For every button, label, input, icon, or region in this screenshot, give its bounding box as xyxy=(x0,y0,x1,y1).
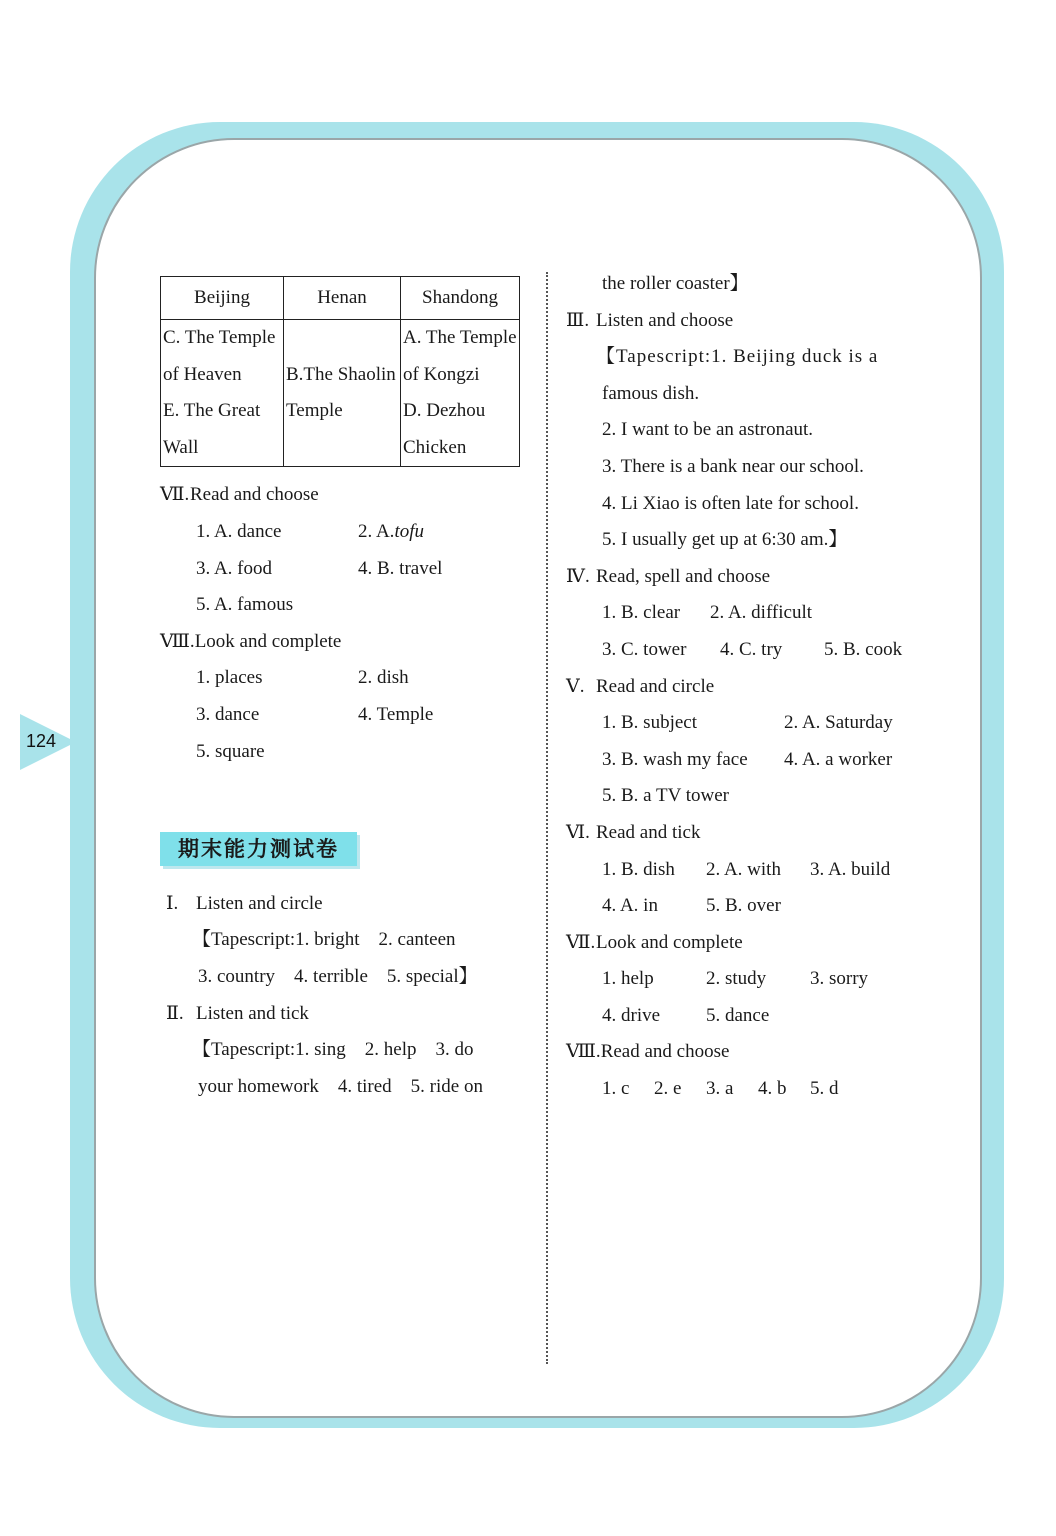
section-heading: Ⅲ. Listen and choose xyxy=(566,309,734,331)
answer-row: 3. A. food 4. B. travel xyxy=(196,557,443,579)
column-divider xyxy=(546,272,548,1364)
section-heading: Ⅶ.Look and complete xyxy=(566,931,743,953)
tofu-answer: tofu xyxy=(394,520,424,542)
answer-row: 1. help 2. study 3. sorry xyxy=(602,968,869,990)
answer-row: 5. A. famous xyxy=(196,594,294,616)
section-heading: Ⅶ.Read and choose xyxy=(160,484,319,506)
tapescript-line: 【Tapescript:1. sing 2. help 3. do xyxy=(192,1039,474,1061)
tapescript-line: the roller coaster】 xyxy=(602,273,749,294)
tapescript-line: 3. There is a bank near our school. xyxy=(602,455,864,477)
table-header: Shandong xyxy=(401,277,520,320)
section-heading: Ⅴ. Read and circle xyxy=(566,675,715,697)
right-column xyxy=(566,266,946,1108)
answer-row: 5. B. a TV tower xyxy=(602,785,730,807)
answer-row: 3. C. tower 4. C. try 5. B. cook xyxy=(602,638,903,660)
tapescript-line: 4. Li Xiao is often late for school. xyxy=(602,492,859,514)
page-number: 124 xyxy=(26,731,57,751)
answer-row: 1. A. dance 2. A.tofu xyxy=(196,520,424,542)
answer-row: 5. square xyxy=(196,740,265,762)
section-heading: Ⅳ. Read, spell and choose xyxy=(566,565,771,587)
table-header: Henan xyxy=(284,277,401,320)
section-heading: Ⅱ. Listen and tick xyxy=(166,1002,309,1024)
answer-row: 1. B. subject 2. A. Saturday xyxy=(602,712,893,734)
answer-row: 1. places 2. dish xyxy=(196,667,409,689)
section-heading: Ⅷ.Read and choose xyxy=(566,1041,730,1063)
exam-section-title: 期末能力测试卷 xyxy=(160,832,357,866)
answer-table xyxy=(160,276,520,467)
tapescript-line: 【Tapescript:1. bright 2. canteen xyxy=(192,929,456,951)
left-column xyxy=(160,276,540,1105)
tapescript-line: 2. I want to be an astronaut. xyxy=(602,419,814,441)
tapescript-line: 3. country 4. terrible 5. special】 xyxy=(198,965,478,987)
section-heading: Ⅰ. Listen and circle xyxy=(166,892,323,914)
table-cell-shandong: A. The Temple of Kongzi D. Dezhou Chicken xyxy=(401,320,520,467)
answer-row: 1. B. clear 2. A. difficult xyxy=(602,602,813,624)
answer-row: 4. drive 5. dance xyxy=(602,1004,770,1026)
table-cell-henan: B.The Shaolin Temple xyxy=(284,320,401,467)
answer-row: 3. B. wash my face 4. A. a worker xyxy=(602,748,893,770)
section-heading: Ⅷ.Look and complete xyxy=(160,630,342,652)
tapescript-line: famous dish. xyxy=(602,382,700,404)
table-header: Beijing xyxy=(161,277,284,320)
table-cell-beijing: C. The Temple of Heaven E. The Great Wall xyxy=(161,320,284,467)
tapescript-line: your homework 4. tired 5. ride on xyxy=(198,1075,483,1097)
answer-row: 1. B. dish 2. A. with 3. A. build xyxy=(602,858,891,880)
answer-row: 3. dance 4. Temple xyxy=(196,703,434,725)
answer-row: 4. A. in 5. B. over xyxy=(602,895,781,917)
tapescript-line: 【Tapescript:1. Beijing duck is a xyxy=(596,346,879,368)
tapescript-line: 5. I usually get up at 6:30 am.】 xyxy=(602,529,848,551)
answer-row: 1. c 2. e 3. a 4. b 5. d xyxy=(602,1078,839,1100)
section-heading: Ⅵ. Read and tick xyxy=(566,821,701,843)
